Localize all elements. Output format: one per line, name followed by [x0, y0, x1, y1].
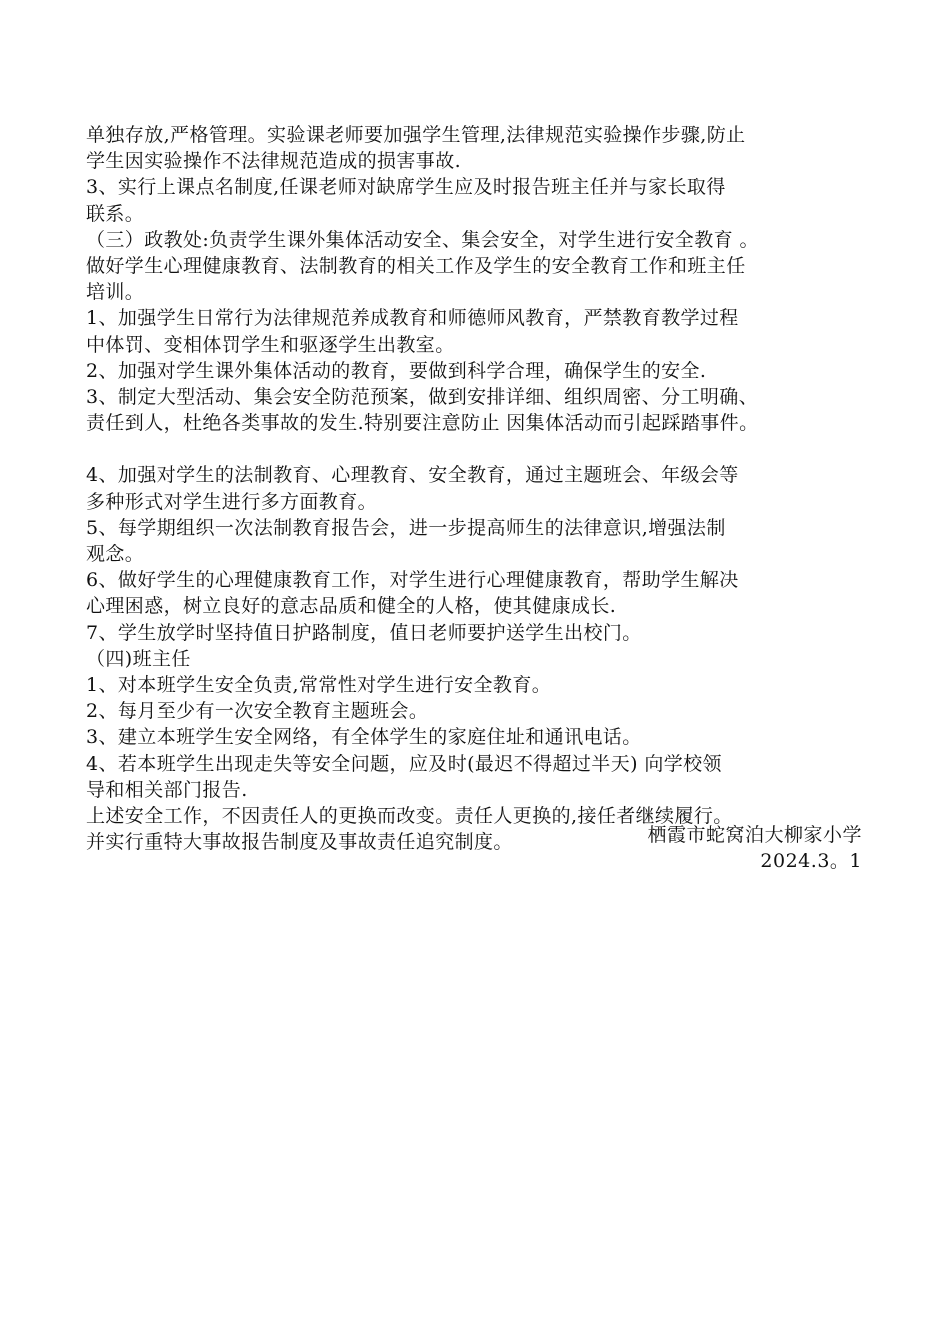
signature-organization: 栖霞市蛇窝泊大柳家小学	[647, 824, 862, 846]
text-line: 5、每学期组织一次法制教育报告会，进一步提高师生的法律意识,增强法制	[86, 516, 726, 539]
blank-line	[86, 436, 876, 462]
section-heading-4: （四)班主任	[86, 647, 191, 670]
signature-date: 2024.3。1	[760, 850, 862, 872]
text-line: 学生因实验操作不法律规范造成的损害事故.	[86, 150, 462, 173]
document-body	[86, 122, 876, 855]
text-line: 责任到人，杜绝各类事故的发生.特别要注意防止 因集体活动而引起踩踏事件。	[86, 412, 759, 435]
text-line: 2、每月至少有一次安全教育主题班会。	[86, 700, 429, 723]
text-line: 心理困惑，树立良好的意志品质和健全的人格，使其健康成长.	[86, 595, 617, 618]
text-line: 做好学生心理健康教育、法制教育的相关工作及学生的安全教育工作和班主任	[86, 254, 746, 277]
section-heading-3: （三）政教处:负责学生课外集体活动安全、集会安全，对学生进行安全教育 。	[86, 228, 759, 251]
text-line: 3、建立本班学生安全网络，有全体学生的家庭住址和通讯电话。	[86, 726, 642, 749]
text-line: 并实行重特大事故报告制度及事故责任追究制度。	[86, 831, 513, 854]
text-line: 4、若本班学生出现走失等安全问题，应及时(最迟不得超过半天) 向学校领	[86, 752, 722, 775]
text-line: 联系。	[86, 202, 145, 225]
text-line: 3、制定大型活动、集会安全防范预案，做到安排详细、组织周密、分工明确、	[86, 385, 759, 408]
text-line: 培训。	[86, 281, 145, 304]
text-line: 6、做好学生的心理健康教育工作，对学生进行心理健康教育，帮助学生解决	[86, 569, 739, 592]
text-line: 1、对本班学生安全负责,常常性对学生进行安全教育。	[86, 673, 552, 696]
text-line: 中体罚、变相体罚学生和驱逐学生出教室。	[86, 333, 455, 356]
text-line: 导和相关部门报告.	[86, 778, 248, 801]
text-line: 单独存放,严格管理。实验课老师要加强学生管理,法律规范实验操作步骤,防止	[86, 124, 746, 146]
text-line: 1、加强学生日常行为法律规范养成教育和师德师风教育，严禁教育教学过程	[86, 307, 739, 330]
text-line: 上述安全工作，不因责任人的更换而改变。责任人更换的,接任者继续履行。	[86, 804, 733, 827]
text-line: 4、加强对学生的法制教育、心理教育、安全教育，通过主题班会、年级会等	[86, 464, 739, 487]
text-line: 观念。	[86, 543, 145, 565]
text-line: 7、学生放学时坚持值日护路制度，值日老师要护送学生出校门。	[86, 621, 642, 644]
text-line: 2、加强对学生课外集体活动的教育，要做到科学合理，确保学生的安全.	[86, 359, 707, 382]
text-line: 多种形式对学生进行多方面教育。	[86, 490, 378, 513]
text-line: 3、实行上课点名制度,任课老师对缺席学生应及时报告班主任并与家长取得	[86, 176, 726, 199]
